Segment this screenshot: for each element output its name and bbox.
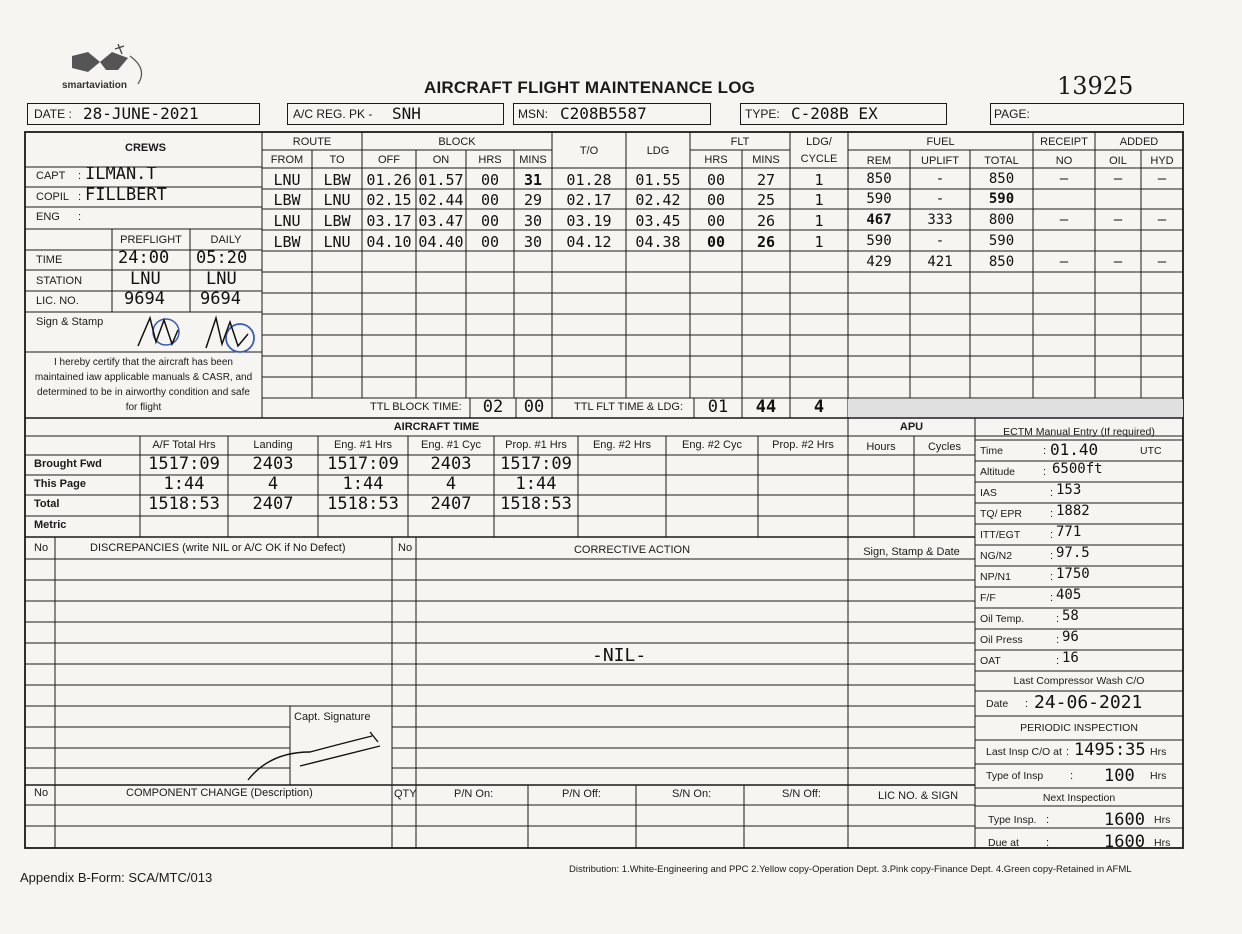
total-cell: 800 [988,212,1015,228]
ttl-ldg: 4 [813,397,825,417]
at-cell: 2403 [430,454,472,474]
at-cell: 1517:09 [500,454,572,474]
ectm-time-value: 01.40 [1050,440,1099,459]
at-cell: 4 [267,474,279,494]
flt-header: FLT [730,136,750,148]
off-header: OFF [378,154,400,166]
rem-cell: 850 [866,171,892,187]
ectm-tq-label: TQ/ EPR [980,508,1023,520]
flt-mins-header: MINS [752,154,780,166]
hyd-cell: — [1157,171,1167,187]
receipt-cell: — [1059,171,1069,187]
ttl-block-label: TTL BLOCK TIME: [370,401,462,413]
hrs-header: HRS [478,154,502,166]
ectm-oilt-label: Oil Temp. [980,613,1025,625]
certify-line-1: I hereby certify that the aircraft has been [54,357,233,368]
at-cell: 2403 [252,454,294,474]
at-row-label: This Page [34,478,86,490]
block-header: BLOCK [438,136,476,148]
ectm-oilp-value: 96 [1062,629,1079,645]
date-value: 28-JUNE-2021 [83,104,199,123]
insp-type-label: Type of Insp [986,770,1044,782]
ectm-np-value: 1750 [1056,566,1090,582]
hrs-cell: 00 [480,233,500,251]
at-cell: 1:44 [342,474,384,494]
sn-on-header: S/N On: [672,788,712,800]
to-cell: LBW [323,171,351,189]
certify-line-4: for flight [125,402,162,413]
station-daily-value: LNU [206,269,237,289]
time-label: TIME [36,254,63,266]
qty-header: QTY [394,788,417,800]
from-cell: LBW [273,233,301,251]
ectm-ias-value: 153 [1056,482,1082,498]
to-cell: LBW [323,212,351,230]
page-label: PAGE: [994,107,1030,121]
hrs-cell: 00 [480,212,500,230]
at-col-header: Prop. #2 Hrs [772,439,834,451]
total-cell: 850 [988,171,1015,187]
at-cell: 1517:09 [327,454,399,474]
at-row-label: Metric [34,519,67,531]
at-col-header: Prop. #1 Hrs [505,439,567,451]
station-preflight-value: LNU [130,269,161,289]
serial-number: 13925 [1057,72,1134,100]
last-insp-value: 1495:35 [1074,740,1146,760]
crews-header: CREWS [125,142,166,154]
oil-header: OIL [1109,155,1127,167]
hrs-cell: 00 [480,171,500,189]
to-header: TO [329,154,345,166]
ectm-time-label: Time [980,445,1003,457]
corr-no-header: No [398,542,413,554]
uplift-cell: - [935,233,945,249]
ectm-tq-value: 1882 [1056,503,1090,519]
at-cell: 1518:53 [148,494,220,514]
at-row-label: Brought Fwd [34,458,102,470]
at-col-header: Eng. #2 Hrs [592,439,652,451]
ldg-cycle-header-2: CYCLE [800,153,838,165]
distribution-text: Distribution: 1.White-Engineering and PPC 2.Yellow copy-Operation Dept. 3.Pink copy-Finance Dept. 4.Green copy-Retained in AFML [569,864,1132,875]
takeoff-cell: 01.28 [566,171,612,189]
disc-title: DISCREPANCIES (write NIL or A/C OK if No Defect) [90,542,346,554]
to-cell: LNU [323,233,351,251]
flt-hrs-cell: 00 [706,233,726,251]
mins-cell: 30 [523,233,543,251]
lic-sign-header: LIC NO. & SIGN [878,790,959,802]
hyd-cell: — [1157,212,1167,228]
oil-cell: — [1113,212,1123,228]
oil-cell: — [1113,254,1123,270]
takeoff-header: T/O [579,145,599,157]
type-insp-label: Type Insp. [988,814,1037,826]
ttl-block-mins: 00 [523,397,545,417]
form-title: AIRCRAFT FLIGHT MAINTENANCE LOG [424,78,756,97]
rem-cell: 590 [866,233,892,249]
certification-text [25,355,262,415]
time-preflight-value: 24:00 [118,248,170,268]
ectm-ng-label: NG/N2 [980,550,1013,562]
capt-signature-label: Capt. Signature [294,711,371,723]
capt-label: CAPT [36,170,66,182]
oil-cell: — [1113,171,1123,187]
mins-header: MINS [519,154,547,166]
insp-type-hrs: Hrs [1150,770,1167,782]
next-insp-header: Next Inspection [1042,792,1116,804]
station-label: STATION [36,275,83,287]
pn-on-header: P/N On: [454,788,494,800]
aircraft-time-header: AIRCRAFT TIME [393,421,480,433]
ectm-np-label: NP/N1 [980,571,1011,583]
ldg-cell: 04.38 [635,233,681,251]
due-at-hrs: Hrs [1154,837,1171,849]
total-header: TOTAL [984,155,1019,167]
total-cell: 850 [988,254,1015,270]
periodic-header: PERIODIC INSPECTION [1020,722,1138,734]
mins-cell: 30 [523,212,543,230]
ttl-flt-hrs: 01 [707,397,729,417]
flt-mins-cell: 27 [756,171,776,189]
flt-hrs-cell: 00 [706,171,726,189]
at-cell: 1518:53 [327,494,399,514]
from-cell: LNU [273,171,301,189]
mins-cell: 31 [523,171,543,189]
ttl-flt-label: TTL FLT TIME & LDG: [574,401,684,413]
insp-type-value: 100 [1104,766,1135,786]
compressor-date-value: 24-06-2021 [1034,692,1143,713]
type-value: C-208B EX [791,104,878,123]
ectm-ng-value: 97.5 [1056,545,1090,561]
compressor-header: Last Compressor Wash C/O [1013,675,1145,687]
from-header: FROM [270,154,304,166]
flt-mins-cell: 26 [756,212,776,230]
certify-line-2: maintained iaw applicable manuals & CASR, and [34,372,253,383]
on-cell: 04.40 [418,233,464,251]
ttl-block-hrs: 02 [482,397,504,417]
at-row-label: Total [34,498,60,510]
ectm-itt-value: 771 [1056,524,1082,540]
receipt-cell: — [1059,212,1069,228]
ectm-utc: UTC [1140,445,1162,457]
date-label: DATE : [34,107,72,121]
fuel-header: FUEL [926,136,955,148]
type-label: TYPE: [745,107,780,121]
total-cell: 590 [988,191,1015,207]
at-col-header: Eng. #2 Cyc [682,439,742,451]
uplift-header: UPLIFT [921,155,959,167]
corrective-header: CORRECTIVE ACTION [573,544,691,556]
certify-line-3: determined to be in airworthy condition and safe [37,387,250,398]
hrs-cell: 00 [480,191,500,209]
last-insp-label: Last Insp C/O at [986,746,1062,758]
flt-mins-cell: 25 [756,191,776,209]
last-insp-hrs: Hrs [1150,746,1167,758]
preflight-label: PREFLIGHT [120,234,182,246]
at-cell: 1518:53 [500,494,572,514]
rem-cell: 429 [866,254,892,270]
disc-no-header: No [34,542,49,554]
sign-date-header: Sign, Stamp & Date [863,546,960,558]
ectm-oat-label: OAT [980,655,1001,667]
due-at-value: 1600 [1104,832,1145,852]
takeoff-cell: 02.17 [566,191,612,209]
ldg-cell: 01.55 [635,171,681,189]
lic-preflight-value: 9694 [124,289,165,309]
ttl-flt-mins: 44 [755,397,777,417]
receipt-header: RECEIPT [1040,136,1088,148]
type-insp-hrs: Hrs [1154,814,1171,826]
ectm-alt-value: 6500ft [1052,461,1103,477]
ldg-header: LDG [646,145,670,157]
cycle-cell: 1 [814,212,824,230]
added-header: ADDED [1119,136,1159,148]
at-col-header: Eng. #1 Cyc [421,439,481,451]
off-cell: 04.10 [366,233,412,251]
type-insp-value: 1600 [1104,810,1145,830]
ectm-header: ECTM Manual Entry (If required) [1003,426,1155,438]
compressor-date-label: Date [986,698,1009,710]
takeoff-cell: 04.12 [566,233,612,251]
uplift-cell: 333 [927,212,953,228]
ldg-cycle-header-1: LDG/ [806,136,832,148]
appendix-text: Appendix B-Form: SCA/MTC/013 [20,870,213,885]
crew-signatures [128,310,263,358]
at-cell: 1:44 [163,474,205,494]
rem-cell: 590 [866,191,892,207]
capt-signature [240,722,390,784]
nil-entry: -NIL- [592,645,647,666]
copil-value: FILLBERT [85,185,167,205]
due-at-label: Due at [988,837,1019,849]
sign-stamp-label: Sign & Stamp [36,316,104,328]
off-cell: 03.17 [366,212,412,230]
at-cell: 2407 [430,494,472,514]
on-cell: 03.47 [418,212,464,230]
rem-header: REM [866,155,892,167]
route-header: ROUTE [292,136,332,148]
from-cell: LBW [273,191,301,209]
capt-value: ILMAN.T [85,164,157,184]
ectm-itt-label: ITT/EGT [980,529,1021,541]
flt-hrs-cell: 00 [706,212,726,230]
comp-title: COMPONENT CHANGE (Description) [126,787,313,799]
pn-off-header: P/N Off: [562,788,601,800]
acreg-label: A/C REG. PK - [293,107,373,121]
ectm-oilt-value: 58 [1062,608,1079,624]
sn-off-header: S/N Off: [782,788,821,800]
at-cell: 2407 [252,494,294,514]
on-cell: 02.44 [418,191,464,209]
hyd-header: HYD [1150,155,1174,167]
uplift-cell: 421 [927,254,953,270]
flt-hrs-header: HRS [704,154,728,166]
at-cell: 4 [445,474,457,494]
at-cell: 1517:09 [148,454,220,474]
total-cell: 590 [988,233,1015,249]
msn-value: C208B5587 [560,104,647,123]
ectm-oat-value: 16 [1062,650,1079,666]
cycle-cell: 1 [814,233,824,251]
flt-hrs-cell: 00 [706,191,726,209]
apu-cycles-header: Cycles [927,441,961,453]
lic-daily-value: 9694 [200,289,241,309]
ectm-alt-label: Altitude [980,466,1016,478]
ldg-cell: 03.45 [635,212,681,230]
time-daily-value: 05:20 [196,248,248,268]
receipt-cell: — [1059,254,1069,270]
apu-hours-header: Hours [866,441,896,453]
cycle-cell: 1 [814,171,824,189]
hyd-cell: — [1157,254,1167,270]
uplift-cell: - [935,171,945,187]
receipt-no-header: NO [1055,155,1073,167]
lic-label: LIC. NO. [36,295,79,307]
rem-cell: 467 [866,212,892,228]
ldg-cell: 02.42 [635,191,681,209]
acreg-value: SNH [392,104,421,123]
signature-icon [248,732,380,780]
stamp-icon [226,324,254,352]
to-cell: LNU [323,191,351,209]
takeoff-cell: 03.19 [566,212,612,230]
flt-mins-cell: 26 [756,233,776,251]
ectm-ias-label: IAS [980,487,997,499]
eng-label: ENG [36,211,60,223]
apu-header: APU [899,421,924,433]
at-col-header: Landing [253,439,293,451]
off-cell: 01.26 [366,171,412,189]
uplift-cell: - [935,191,945,207]
ectm-ff-label: F/F [980,592,996,604]
daily-label: DAILY [210,234,242,246]
ectm-ff-value: 405 [1056,587,1082,603]
off-cell: 02.15 [366,191,412,209]
copil-label: COPIL [36,191,70,203]
from-cell: LNU [273,212,301,230]
cycle-cell: 1 [814,191,824,209]
ectm-oilp-label: Oil Press [980,634,1023,646]
mins-cell: 29 [523,191,543,209]
on-header: ON [432,154,450,166]
at-col-header: A/F Total Hrs [152,439,216,451]
logo-text: smartaviation [62,80,128,91]
on-cell: 01.57 [418,171,464,189]
msn-label: MSN: [518,107,548,121]
at-col-header: Eng. #1 Hrs [333,439,393,451]
comp-no-header: No [34,787,49,799]
at-cell: 1:44 [515,474,557,494]
